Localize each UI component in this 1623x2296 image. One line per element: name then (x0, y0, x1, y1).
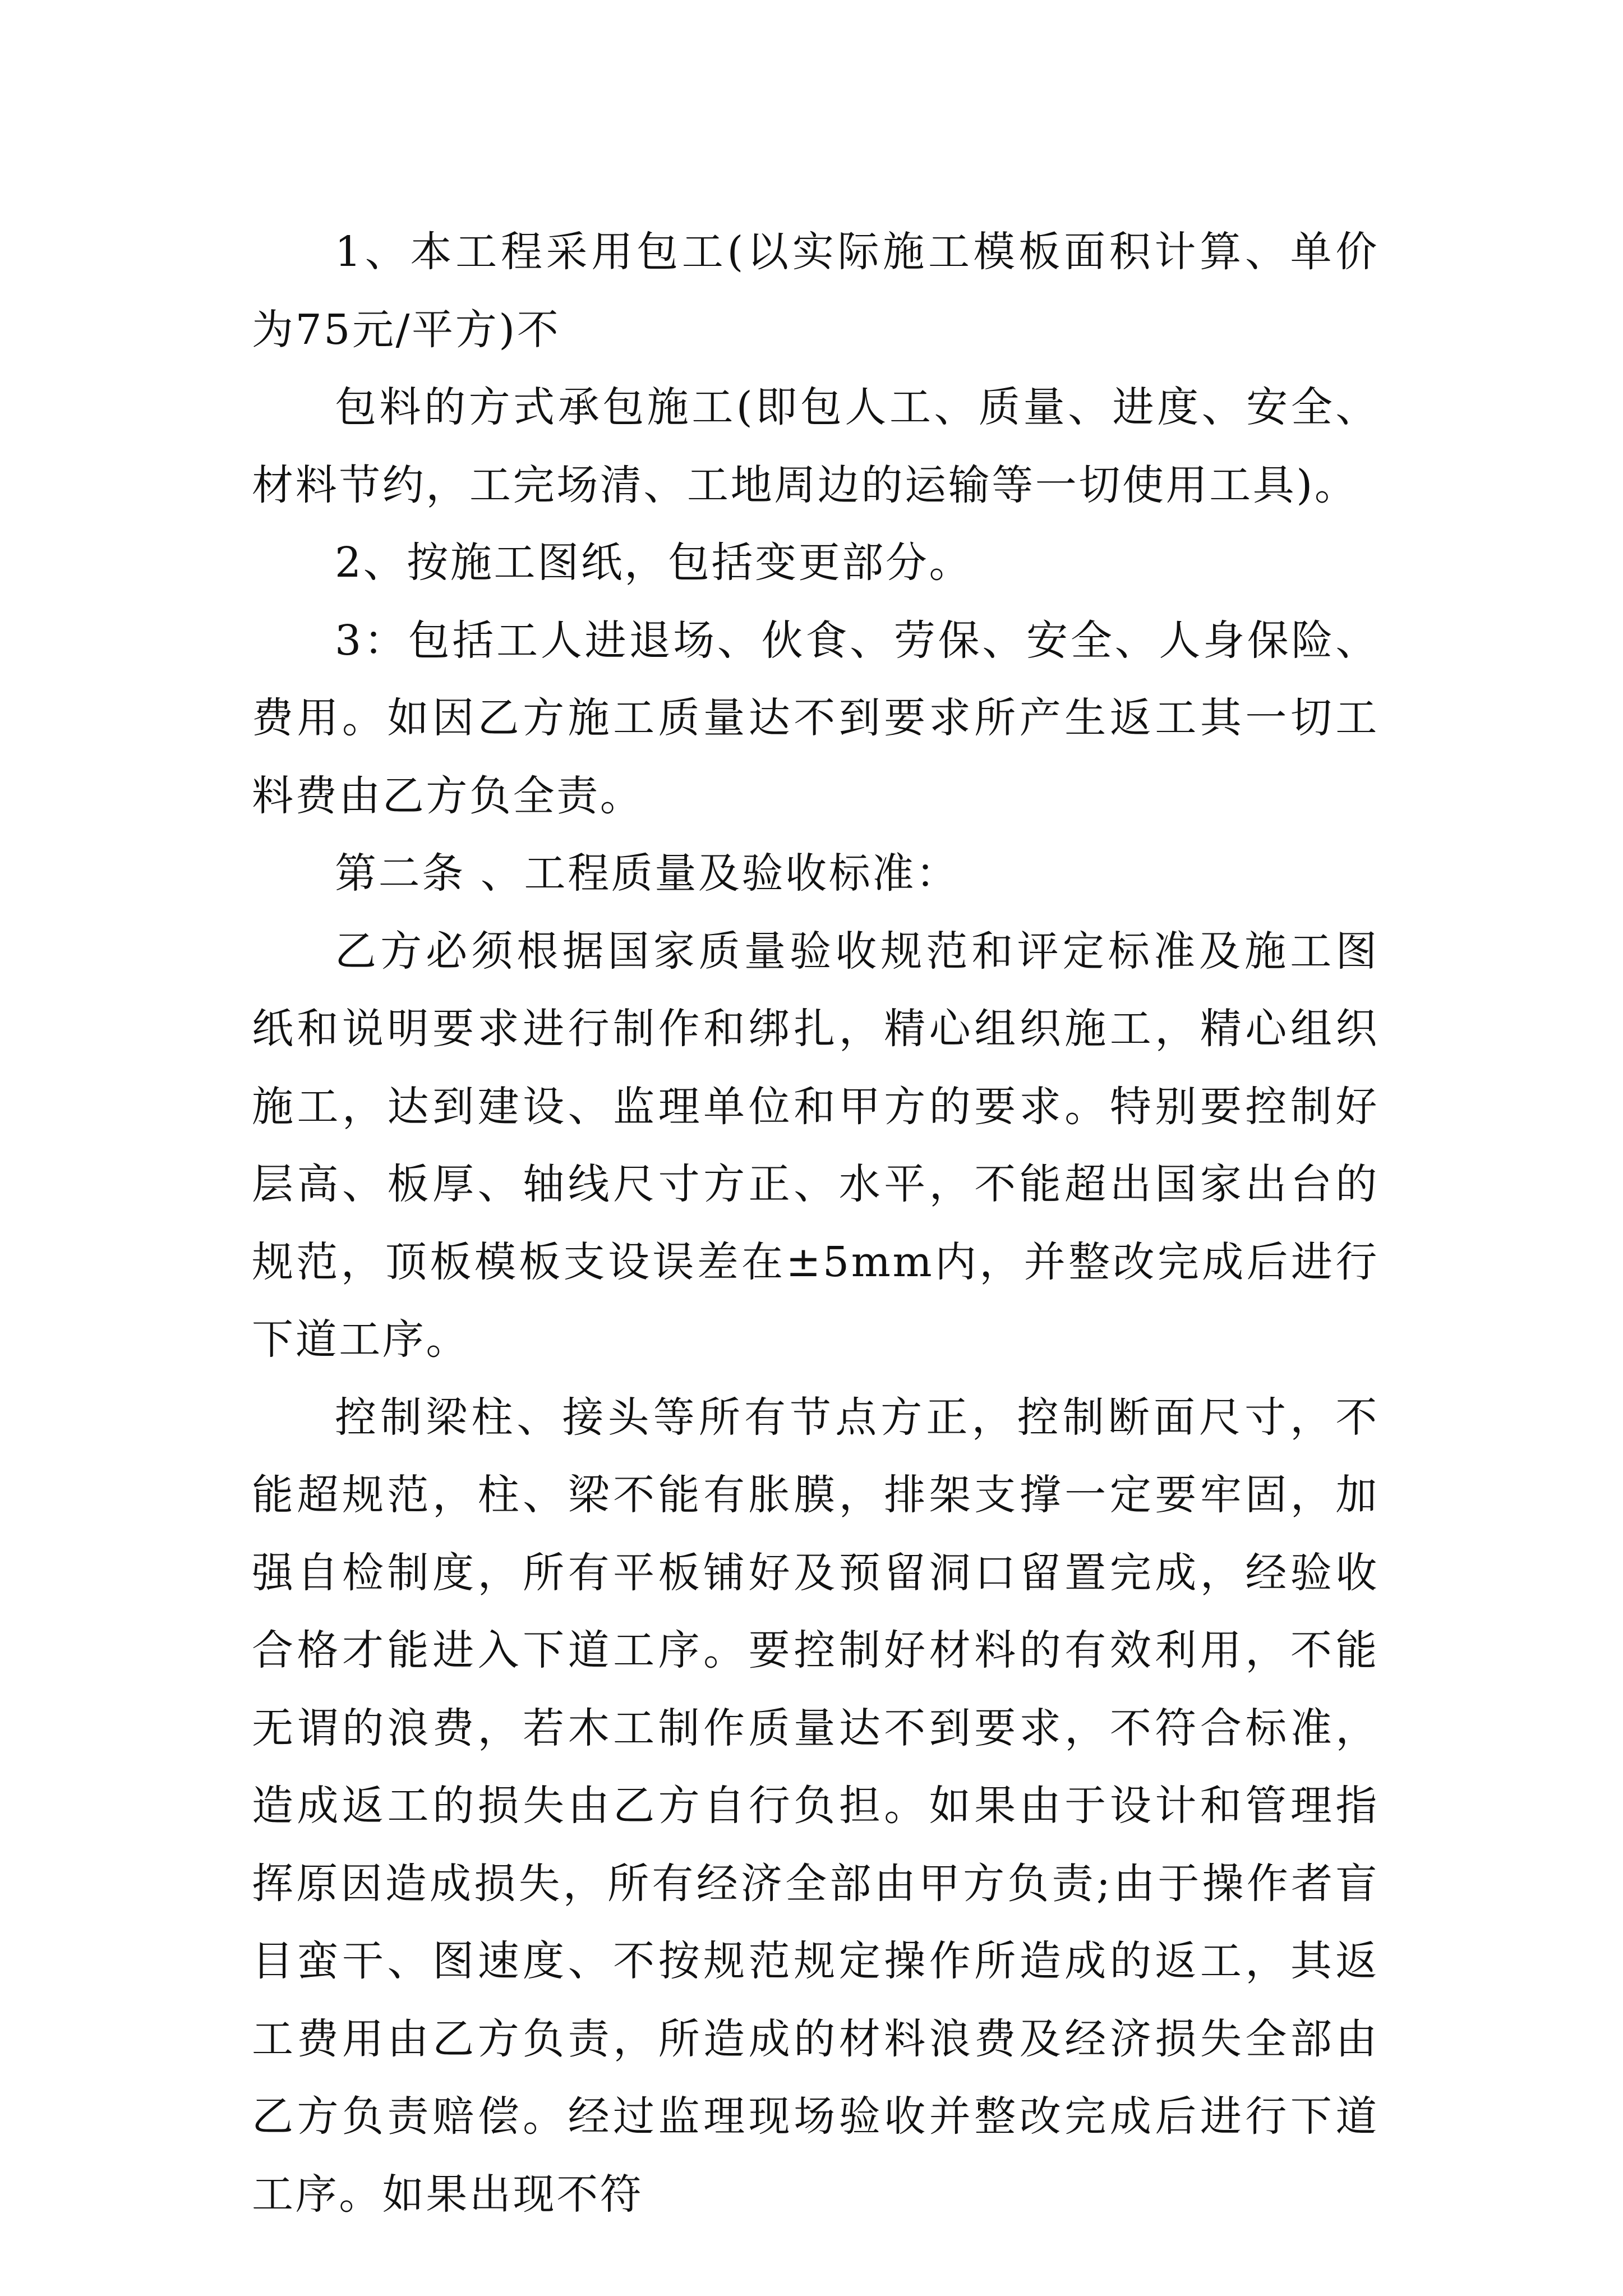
paragraph-item-2: 包料的方式承包施工(即包人工、质量、进度、安全、材料节约，工完场清、工地周边的运输等一切使用工具)。 (252, 383, 1379, 509)
paragraph-item-7: 控制梁柱、接头等所有节点方正，控制断面尺寸，不能超规范，柱、梁不能有胀膜，排架支撑一定要牢固，加强自检制度，所有平板铺好及预留洞口留置完成，经验收合格才能进入下道工序。要控制好材料的有效利用，不能无谓的浪费，若木工制作质量达不到要求，不符合标准，造成返工的损失由乙方自行负担。如果由于设计和管理指挥原因造成损失，所有经济全部由甲方负责;由于操作者盲目蛮干、图速度、不按规范规定操作所造成的返工，其返工费用由乙方负责，所造成的材料浪费及经济损失全部由乙方负责赔偿。经过监理现场验收并整改完成后进行下道工序。如果出现不符 (252, 1393, 1379, 2219)
document-body (252, 213, 1379, 2233)
paragraph-item-6: 乙方必须根据国家质量验收规范和评定标准及施工图纸和说明要求进行制作和绑扎，精心组织施工，精心组织施工，达到建设、监理单位和甲方的要求。特别要控制好层高、板厚、轴线尺寸方正、水平，不能超出国家出台的规范，顶板模板支设误差在±5mm内，并整改完成后进行下道工序。 (252, 927, 1379, 1364)
paragraph-item-1: 1、本工程采用包工(以实际施工模板面积计算、单价为75元/平方)不 (252, 228, 1379, 354)
paragraph-item-4: 3：包括工人进退场、伙食、劳保、安全、人身保险、费用。如因乙方施工质量达不到要求所产生返工其一切工料费由乙方负全责。 (252, 616, 1379, 820)
section-heading-article-2: 第二条 、工程质量及验收标准： (335, 849, 960, 898)
paragraph-item-3: 2、按施工图纸，包括变更部分。 (335, 539, 973, 587)
